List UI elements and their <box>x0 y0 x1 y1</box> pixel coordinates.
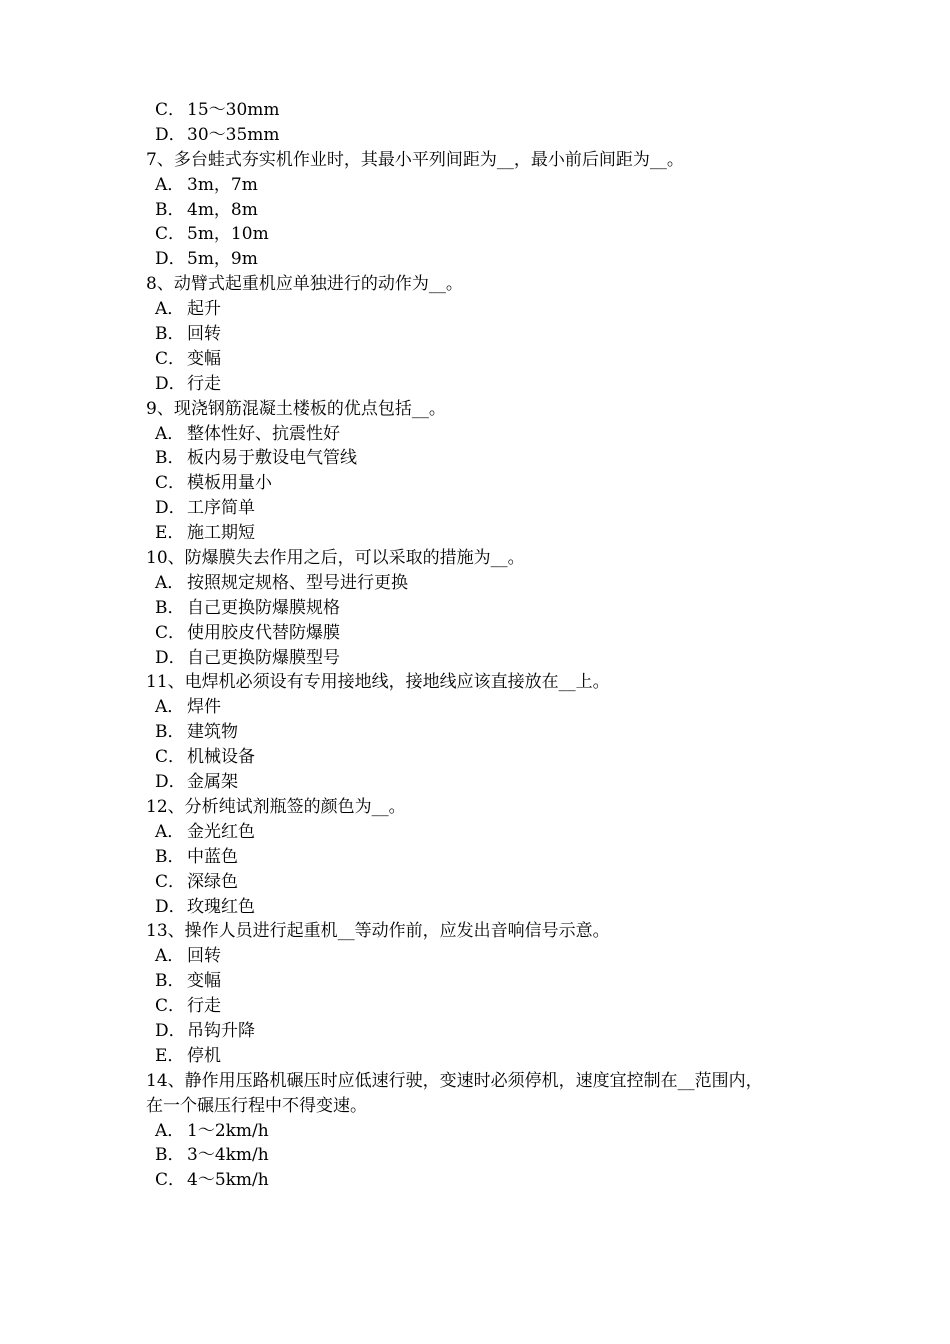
option-line <box>0 222 950 247</box>
option-line <box>0 571 950 596</box>
option-letter: C． <box>155 224 186 245</box>
option-text: 3～4km/h <box>187 1145 269 1166</box>
option-line <box>0 621 950 646</box>
option-text: 使用胶皮代替防爆膜 <box>187 622 340 643</box>
option-line <box>0 372 950 397</box>
option-line <box>0 770 950 795</box>
question-stem: 8、动臂式起重机应单独进行的动作为__。 <box>146 274 463 295</box>
option-letter: D． <box>155 1020 186 1041</box>
option-letter: A． <box>155 174 185 195</box>
option-letter: B． <box>155 971 185 992</box>
option-letter: D． <box>155 772 186 793</box>
option-text: 焊件 <box>187 697 221 718</box>
option-text: 3m，7m <box>187 174 258 195</box>
option-line <box>0 173 950 198</box>
option-text: 建筑物 <box>187 722 238 743</box>
option-letter: B． <box>155 1145 185 1166</box>
option-letter: C． <box>155 871 186 892</box>
option-text: 中蓝色 <box>187 846 238 867</box>
option-line <box>0 720 950 745</box>
option-line <box>0 297 950 322</box>
option-letter: C． <box>155 1170 186 1191</box>
option-letter: D． <box>155 647 186 668</box>
option-letter: D． <box>155 498 186 519</box>
option-line <box>0 969 950 994</box>
option-letter: B． <box>155 199 185 220</box>
option-text: 吊钩升降 <box>187 1020 255 1041</box>
option-text: 1～2km/h <box>187 1120 269 1141</box>
option-text: 起升 <box>187 299 221 320</box>
option-line <box>0 123 950 148</box>
option-text: 深绿色 <box>187 871 238 892</box>
option-letter: A． <box>155 821 185 842</box>
option-line <box>0 895 950 920</box>
option-letter: A． <box>155 697 185 718</box>
option-line <box>0 994 950 1019</box>
option-line <box>0 745 950 770</box>
question-stem: 13、操作人员进行起重机__等动作前，应发出音响信号示意。 <box>146 921 610 942</box>
option-letter: A． <box>155 946 185 967</box>
option-text: 工序简单 <box>187 498 255 519</box>
option-letter: C． <box>155 622 186 643</box>
option-letter: E． <box>155 1045 185 1066</box>
option-line <box>0 521 950 546</box>
option-letter: C． <box>155 747 186 768</box>
option-line <box>0 1044 950 1069</box>
option-text: 5m，9m <box>187 249 258 270</box>
option-text: 自己更换防爆膜型号 <box>187 647 340 668</box>
question-stem: 10、防爆膜失去作用之后，可以采取的措施为__。 <box>146 548 525 569</box>
option-line <box>0 446 950 471</box>
option-line <box>0 820 950 845</box>
option-line <box>0 1168 950 1193</box>
option-letter: B． <box>155 722 185 743</box>
option-line <box>0 198 950 223</box>
option-text: 4～5km/h <box>187 1170 269 1191</box>
option-text: 变幅 <box>187 971 221 992</box>
option-text: 15～30mm <box>187 100 280 120</box>
option-text: 按照规定规格、型号进行更换 <box>187 572 408 593</box>
option-letter: A． <box>155 299 185 320</box>
question-stem: 9、现浇钢筋混凝土楼板的优点包括__。 <box>146 398 446 419</box>
option-text: 模板用量小 <box>187 473 272 494</box>
document-body <box>0 98 950 1193</box>
option-text: 板内易于敷设电气管线 <box>187 448 357 469</box>
option-line <box>0 596 950 621</box>
option-line <box>0 496 950 521</box>
option-text: 整体性好、抗震性好 <box>187 423 340 444</box>
option-text: 玫瑰红色 <box>187 896 255 917</box>
option-line <box>0 1119 950 1144</box>
option-line <box>0 695 950 720</box>
option-text: 机械设备 <box>187 747 255 768</box>
option-line <box>0 322 950 347</box>
option-text: 停机 <box>187 1045 221 1066</box>
option-letter: C． <box>155 996 186 1017</box>
option-text: 4m，8m <box>187 199 258 220</box>
option-text: 30～35mm <box>187 124 280 145</box>
option-text: 行走 <box>187 996 221 1017</box>
option-line <box>0 845 950 870</box>
option-line <box>0 870 950 895</box>
option-letter: B． <box>155 448 185 469</box>
option-text: 变幅 <box>187 348 221 369</box>
option-text: 5m，10m <box>187 224 269 245</box>
option-line <box>0 422 950 447</box>
option-line <box>0 471 950 496</box>
option-letter: C． <box>155 473 186 494</box>
option-letter: C． <box>155 348 186 369</box>
option-letter: E． <box>155 523 185 544</box>
option-text: 自己更换防爆膜规格 <box>187 597 340 618</box>
option-letter: B． <box>155 324 185 345</box>
option-letter: B． <box>155 846 185 867</box>
option-text: 金光红色 <box>187 821 255 842</box>
option-letter: D． <box>155 249 186 270</box>
option-letter: B． <box>155 597 185 618</box>
option-letter: A． <box>155 423 185 444</box>
option-text: 施工期短 <box>187 523 255 544</box>
option-line <box>0 1019 950 1044</box>
option-line <box>0 247 950 272</box>
option-line <box>0 347 950 372</box>
option-line <box>0 944 950 969</box>
option-text: 回转 <box>187 324 221 345</box>
option-text: 回转 <box>187 946 221 967</box>
question-stem: 12、分析纯试剂瓶签的颜色为__。 <box>146 796 406 817</box>
option-line <box>0 98 950 123</box>
question-stem-line-2: 在一个碾压行程中不得变速。 <box>146 1095 367 1116</box>
option-text: 金属架 <box>187 772 238 793</box>
option-letter: D． <box>155 896 186 917</box>
option-line <box>0 1143 950 1168</box>
question-stem-line-1: 14、静作用压路机碾压时应低速行驶，变速时必须停机，速度宜控制在__范围内， <box>146 1070 763 1091</box>
question-stem: 7、多台蛙式夯实机作业时，其最小平列间距为__，最小前后间距为__。 <box>146 149 684 170</box>
option-letter: A． <box>155 1120 185 1141</box>
option-letter: D． <box>155 373 186 394</box>
option-letter: D． <box>155 124 186 145</box>
option-letter: A． <box>155 572 185 593</box>
question-stem: 11、电焊机必须设有专用接地线，接地线应该直接放在__上。 <box>146 672 610 693</box>
option-text: 行走 <box>187 373 221 394</box>
option-letter: C． <box>155 100 186 120</box>
option-line <box>0 646 950 671</box>
